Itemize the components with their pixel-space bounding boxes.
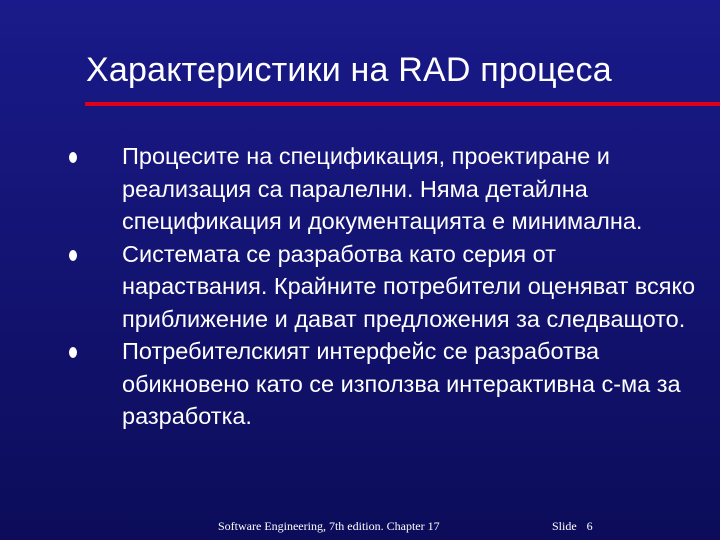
bullet-item-1	[122, 140, 707, 238]
slide-number: 6	[586, 519, 593, 533]
title-underline	[85, 102, 720, 106]
bullet-dot-icon	[69, 250, 77, 261]
bullet-dot-icon	[69, 347, 77, 358]
bullet-item-2	[122, 238, 707, 336]
bullet-item-3	[122, 335, 707, 433]
slide-label: Slide	[552, 519, 577, 533]
slide-title: Характеристики на RAD процеса	[86, 51, 612, 89]
bullet-dot-icon	[69, 152, 77, 163]
footer-slide-number	[552, 520, 593, 532]
bullet-list	[122, 140, 707, 433]
footer-book-info: Software Engineering, 7th edition. Chapter 17	[218, 519, 440, 533]
bullet-text-2: Системата се разработва като серия от нараствания. Крайните потребители оценяват всяко приближение и дават предложения за следващото.	[122, 240, 696, 332]
bullet-text-1: Процесите на спецификация, проектиране и реализация са паралелни. Няма детайлна спецификация и документацията е минимална.	[122, 143, 643, 234]
bullet-text-3: Потребителският интерфейс се разработва обикновено като се използва интерактивна с-ма за разработка.	[122, 338, 681, 429]
